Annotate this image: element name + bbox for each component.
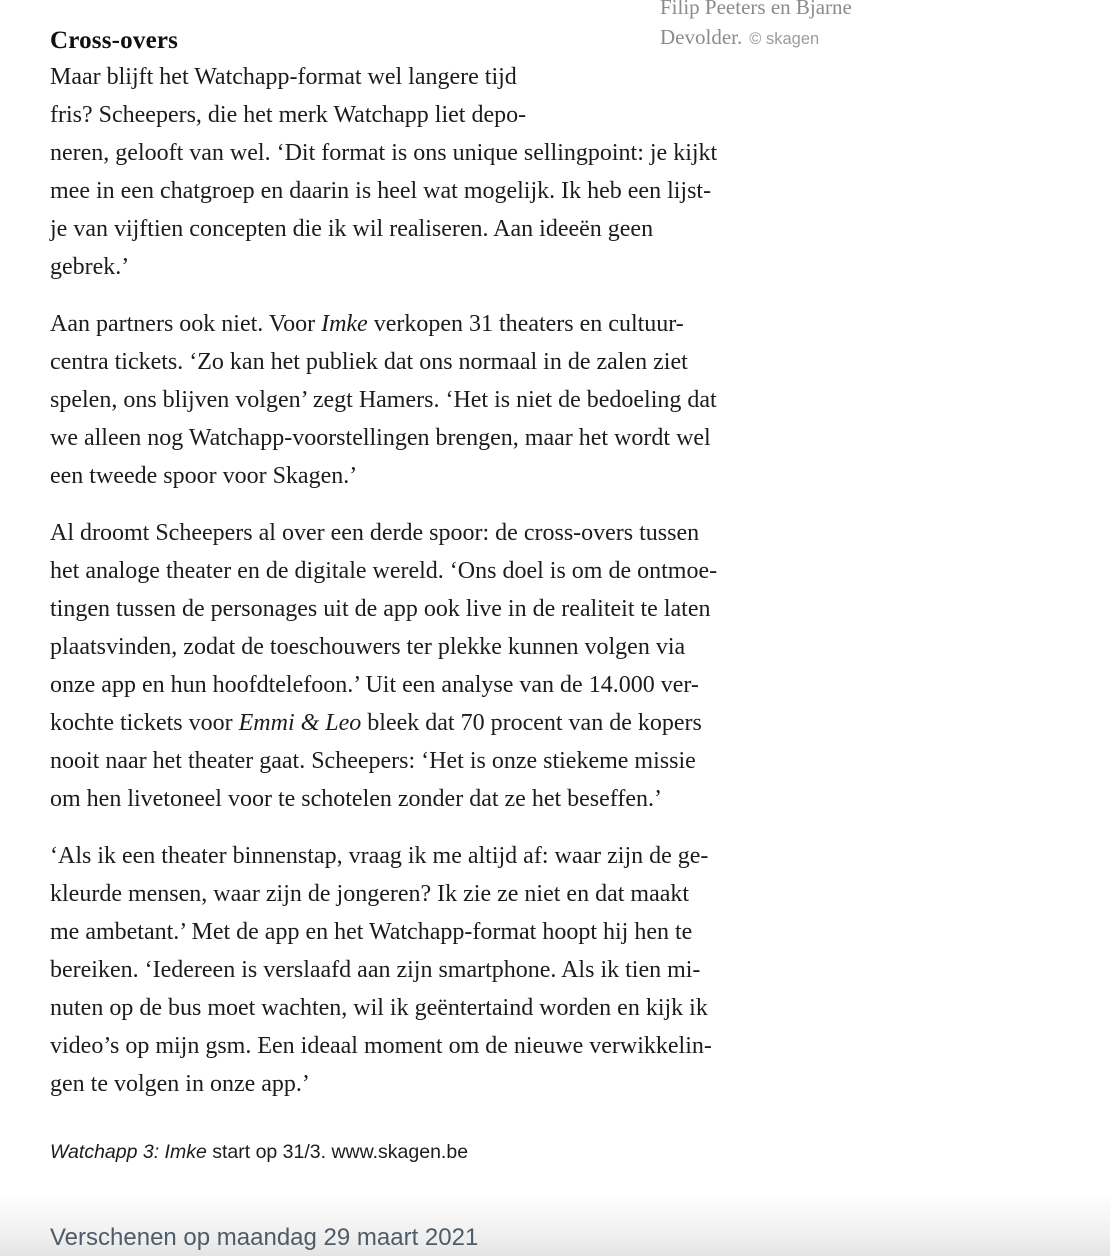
body-line: Aan partners ook niet. Voor Imke verkopen 31 theaters en cultuur- [50,311,684,337]
body-line: bereiken. ‘Iedereen is verslaafd aan zijn smartphone. Als ik tien mi- [50,957,701,983]
body-line: ‘Als ik een theater binnenstap, vraag ik me altijd af: waar zijn de ge- [50,843,709,869]
paragraph [50,837,895,1103]
body-line: Al droomt Scheepers al over een derde spoor: de cross-overs tussen [50,520,700,546]
article-body [50,58,895,1103]
body-line: video’s op mijn gsm. Een ideaal moment om de nieuwe verwikkelin- [50,1033,712,1059]
body-line: tingen tussen de personages uit de app ook live in de realiteit te laten [50,596,711,622]
body-line: centra tickets. ‘Zo kan het publiek dat ons normaal in de zalen ziet [50,349,688,375]
body-line: we alleen nog Watchapp-voorstellingen brengen, maar het wordt wel [50,425,711,451]
article-column [50,26,895,1164]
body-line: gen te volgen in onze app.’ [50,1071,310,1097]
show-info-text: Watchapp 3: Imke start op 31/3. www.skagen.be [50,1141,469,1163]
body-line: kleurde mensen, waar zijn de jongeren? Ik zie ze niet en dat maakt [50,881,690,907]
body-line: kochte tickets voor Emmi & Leo bleek dat 70 procent van de kopers [50,710,702,736]
body-line: onze app en hun hoofdtelefoon.’ Uit een analyse van de 14.000 ver- [50,672,699,698]
section-heading: Cross-overs [50,27,179,54]
photo-caption-names: Devolder. [660,25,743,49]
body-line: mee in een chatgroep en daarin is heel wat mogelijk. Ik heb een lijst- [50,178,712,204]
body-line: gebrek.’ [50,254,130,280]
body-line: nooit naar het theater gaat. Scheepers: ‘Het is onze stiekeme missie [50,748,696,774]
body-line: spelen, ons blijven volgen’ zegt Hamers. ‘Het is niet de bedoeling dat [50,387,717,413]
paragraph [50,305,895,495]
photo-caption-line-1: Filip Peeters en Bjarne [660,0,852,19]
photo-credit: © skagen [749,30,820,48]
body-line: een tweede spoor voor Skagen.’ [50,463,358,489]
body-line: je van vijftien concepten die ik wil realiseren. Aan ideeën geen [50,216,654,242]
body-line: Maar blijft het Watchapp-format wel langere tijd [50,64,517,90]
paragraph [50,58,895,286]
body-line: me ambetant.’ Met de app en het Watchapp-format hoopt hij hen te [50,919,693,945]
body-line: plaatsvinden, zodat de toeschouwers ter plekke kunnen volgen via [50,634,686,660]
show-info-note [50,1140,895,1164]
published-bar [0,1192,1110,1256]
body-line: om hen livetoneel voor te schotelen zonder dat ze het beseffen.’ [50,786,662,812]
body-line: neren, gelooft van wel. ‘Dit format is ons unique sellingpoint: je kijkt [50,140,718,166]
body-line: fris? Scheepers, die het merk Watchapp liet depo- [50,102,527,128]
paragraph [50,514,895,818]
body-line: nuten op de bus moet wachten, wil ik geëntertaind worden en kijk ik [50,995,708,1021]
body-line: het analoge theater en de digitale wereld. ‘Ons doel is om de ontmoe- [50,558,718,584]
published-date: Verschenen op maandag 29 maart 2021 [50,1224,479,1251]
